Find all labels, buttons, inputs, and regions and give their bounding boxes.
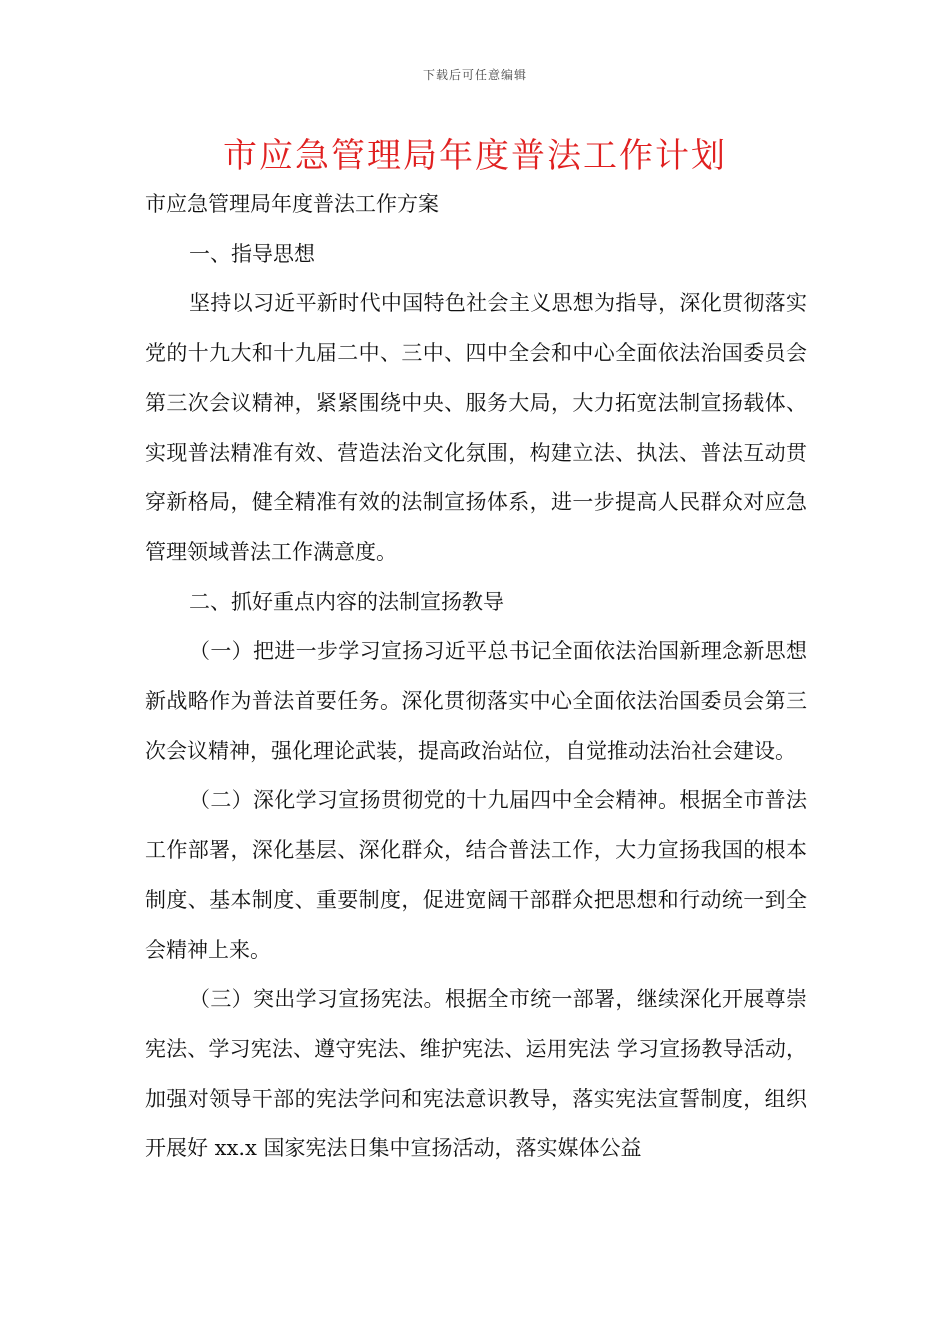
document-title: 市应急管理局年度普法工作计划 bbox=[223, 136, 727, 176]
body-paragraph: （一）把进一步学习宣扬习近平总书记全面依法治国新理念新思想新战略作为普法首要任务。深化贯彻落实中心全面依法治国委员会第三次会议精神，强化理论武装，提高政治站位，自觉推动法治社会建设。 bbox=[145, 639, 807, 763]
page-header-note: 下载后可任意编辑 bbox=[422, 68, 527, 82]
document-body bbox=[145, 180, 807, 1174]
body-paragraph: （二）深化学习宣扬贯彻党的十九届四中全会精神。根据全市普法工作部署，深化基层、深化群众，结合普法工作，大力宣扬我国的根本制度、基本制度、重要制度，促进宽阔干部群众把思想和行动统一到全会精神上来。 bbox=[145, 788, 807, 962]
section-heading-guiding-thought: 一、指导思想 bbox=[189, 241, 315, 266]
body-paragraph: （三）突出学习宣扬宪法。根据全市统一部署，继续深化开展尊崇宪法、学习宪法、遵守宪法、维护宪法、运用宪法 学习宣扬教导活动，加强对领导干部的宪法学问和宪法意识教导，落实宪法宣誓制度，组织开展好 xx.x 国家宪法日集中宣扬活动，落实媒体公益 bbox=[145, 987, 807, 1161]
body-paragraph: 坚持以习近平新时代中国特色社会主义思想为指导，深化贯彻落实党的十九大和十九届二中、三中、四中全会和中心全面依法治国委员会第三次会议精神，紧紧围绕中央、服务大局，大力拓宽法制宣扬载体、实现普法精准有效、营造法治文化氛围，构建立法、执法、普法互动贯穿新格局，健全精准有效的法制宣扬体系，进一步提高人民群众对应急管理领域普法工作满意度。 bbox=[145, 291, 807, 564]
section-heading-key-content: 二、抓好重点内容的法制宣扬教导 bbox=[189, 589, 504, 614]
subtitle-paragraph: 市应急管理局年度普法工作方案 bbox=[145, 192, 439, 216]
